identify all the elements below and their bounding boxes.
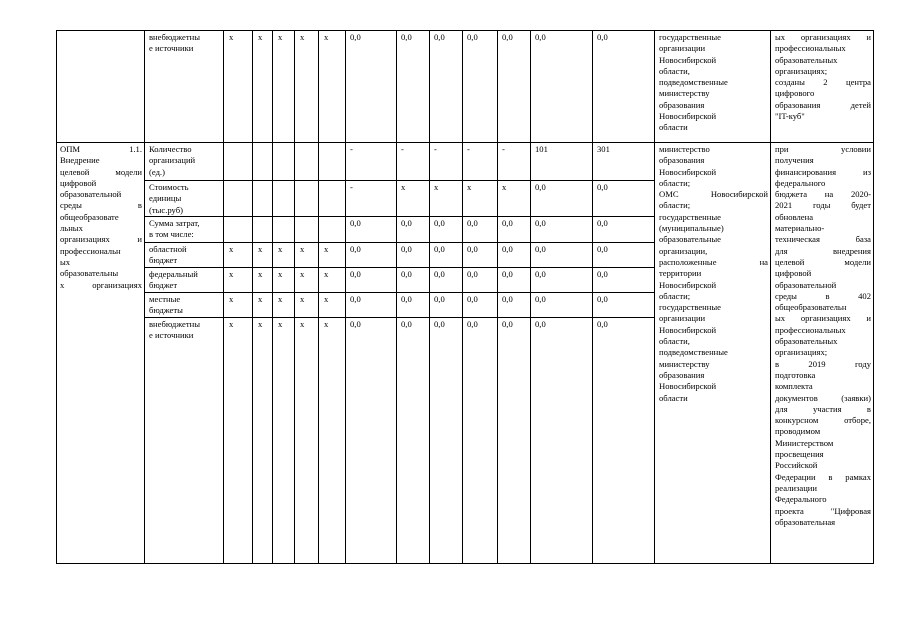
mark-cell: х	[229, 294, 234, 304]
value-cell: 0,0	[350, 218, 361, 228]
value-cell: 0,0	[597, 269, 608, 279]
value-cell: 0,0	[350, 32, 361, 42]
value-cell: 0,0	[401, 294, 412, 304]
source-label: внебюджетны е источники	[149, 32, 200, 54]
value-cell: 0,0	[502, 319, 513, 329]
value-cell: 0,0	[434, 218, 445, 228]
value-cell: 0,0	[597, 244, 608, 254]
value-cell: 0,0	[535, 269, 546, 279]
value-cell: 0,0	[502, 218, 513, 228]
row-label: областной бюджет	[149, 244, 187, 266]
value-cell: 0,0	[434, 319, 445, 329]
mark-cell: х	[229, 319, 234, 329]
value-cell: 0,0	[502, 32, 513, 42]
value-cell: 0,0	[467, 32, 478, 42]
value-cell: 0,0	[535, 244, 546, 254]
value-cell: -	[502, 144, 505, 154]
value-cell: 0,0	[502, 244, 513, 254]
value-cell: 101	[535, 144, 548, 154]
value-cell: -	[467, 144, 470, 154]
mark-cell: х	[300, 319, 305, 329]
value-cell: 0,0	[597, 294, 608, 304]
mark-cell: х	[278, 319, 283, 329]
executors-cell: министерство образования Новосибирской области; ОМС Новосибирской области; государственные (муниципальные) образовательные организации, расположенные на территории Новосибирской области; государственные организации Новосибирской области, подведомственные министерству образования Новосибирской области	[659, 144, 768, 403]
mark-cell: х	[324, 319, 329, 329]
mark-cell: х	[258, 294, 263, 304]
value-cell: 0,0	[597, 218, 608, 228]
mark-cell: х	[278, 32, 283, 42]
mark-cell: х	[278, 294, 283, 304]
value-cell: 0,0	[401, 244, 412, 254]
mark-cell: х	[324, 32, 329, 42]
value-cell: 0,0	[401, 269, 412, 279]
value-cell: 0,0	[597, 32, 608, 42]
value-cell: 0,0	[350, 294, 361, 304]
mark-cell: х	[278, 269, 283, 279]
mark-cell: х	[300, 32, 305, 42]
mark-cell: х	[278, 244, 283, 254]
mark-cell: х	[258, 269, 263, 279]
row-label: Стоимость единицы (тыс.руб)	[149, 182, 189, 215]
value-cell: 0,0	[535, 294, 546, 304]
row-label: Количество организаций (ед.)	[149, 144, 196, 177]
row-label: федеральный бюджет	[149, 269, 198, 291]
value-cell: 0,0	[434, 244, 445, 254]
value-cell: 0,0	[350, 269, 361, 279]
value-cell: х	[401, 182, 406, 192]
value-cell: 0,0	[535, 218, 546, 228]
value-cell: 0,0	[434, 32, 445, 42]
value-cell: 0,0	[401, 32, 412, 42]
row-label: местные бюджеты	[149, 294, 183, 316]
row-label: Сумма затрат, в том числе:	[149, 218, 200, 240]
value-cell: 0,0	[467, 218, 478, 228]
mark-cell: х	[229, 244, 234, 254]
mark-cell: х	[324, 294, 329, 304]
event-name-cell: ОПМ 1.1. Внедрение целевой модели цифровой образовательной среды в общеобразовате льных организациях и профессиональн ых образовательны х организациях	[60, 144, 142, 290]
value-cell: х	[467, 182, 472, 192]
result-cell: ых организациях и профессиональных образовательных организациях; созданы 2 центра цифрового образования детей "IT-куб"	[775, 32, 871, 122]
value-cell: -	[350, 144, 353, 154]
mark-cell: х	[229, 269, 234, 279]
value-cell: -	[401, 144, 404, 154]
value-cell: 301	[597, 144, 610, 154]
value-cell: 0,0	[467, 269, 478, 279]
value-cell: 0,0	[401, 218, 412, 228]
mark-cell: х	[324, 244, 329, 254]
value-cell: х	[502, 182, 507, 192]
value-cell: 0,0	[434, 269, 445, 279]
value-cell: 0,0	[350, 244, 361, 254]
value-cell: 0,0	[434, 294, 445, 304]
value-cell: 0,0	[467, 294, 478, 304]
mark-cell: х	[300, 269, 305, 279]
value-cell: 0,0	[467, 319, 478, 329]
value-cell: 0,0	[597, 182, 608, 192]
mark-cell: х	[258, 244, 263, 254]
value-cell: -	[434, 144, 437, 154]
mark-cell: х	[324, 269, 329, 279]
value-cell: 0,0	[350, 319, 361, 329]
result-cell: при условии получения финансирования из федерального бюджета на 2020- 2021 годы будет обновлена материально- техническая база для внедрения целевой модели цифровой образовательной среды в 402 общеобразовательн ых организациях и профессиональных образовательных организациях; в 2019 году подготовка комплекта документов (заявки) для участия в конкурсном отборе, проводимом Министерством просвещения Российской Федерации в рамках реализации Федерального проекта "Цифровая образовательная	[775, 144, 871, 527]
value-cell: -	[350, 182, 353, 192]
mark-cell: х	[258, 32, 263, 42]
value-cell: 0,0	[597, 319, 608, 329]
mark-cell: х	[300, 244, 305, 254]
value-cell: 0,0	[401, 319, 412, 329]
mark-cell: х	[300, 294, 305, 304]
value-cell: 0,0	[535, 182, 546, 192]
value-cell: 0,0	[502, 269, 513, 279]
mark-cell: х	[258, 319, 263, 329]
value-cell: х	[434, 182, 439, 192]
executors-cell: государственные организации Новосибирской области, подведомственные министерству образования Новосибирской области	[659, 32, 728, 133]
value-cell: 0,0	[467, 244, 478, 254]
value-cell: 0,0	[535, 32, 546, 42]
row-label: внебюджетны е источники	[149, 319, 200, 341]
mark-cell: х	[229, 32, 234, 42]
value-cell: 0,0	[502, 294, 513, 304]
value-cell: 0,0	[535, 319, 546, 329]
